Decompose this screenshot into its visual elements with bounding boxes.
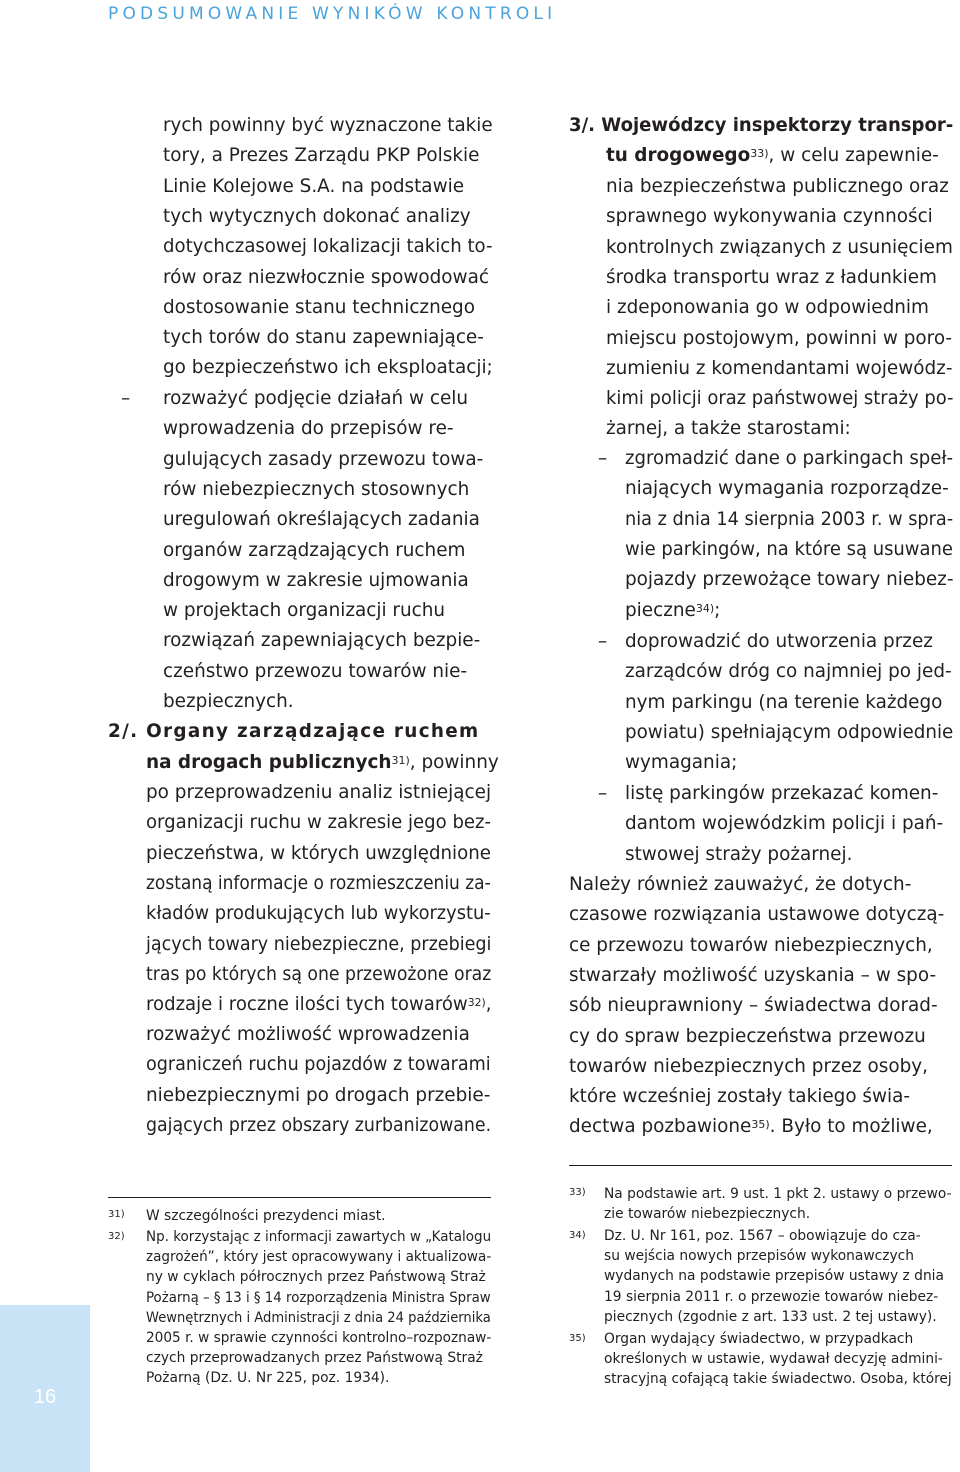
footnote-line: 2005 r. w sprawie czynności kontrolno–rozpoznaw- [146,1330,492,1346]
text-line: po przeprowadzeniu analiz istniejącej [146,782,492,803]
footnote-rule-right [569,1165,952,1166]
text-line: ce przewozu towarów niebezpiecznych, [569,934,933,956]
text-line: wymagania; [625,752,738,774]
footnote-num-31: 31) [108,1209,125,1220]
footnote-line: wydanych na podstawie przepisów ustawy z dnia [604,1268,944,1285]
text-line: i zdeponowania go w odpowiednim [606,297,929,319]
footnote-ref-32: 32) [467,996,486,1009]
text-line: rych powinny być wyznaczone takie [163,115,493,136]
text-line: drogowym w zakresie ujmowania [163,569,469,591]
text-line: dantom wojewódzkim policji i pań- [625,813,944,835]
paragraph-last-tail: . Było to możliwe, [769,1116,933,1137]
footnote-line: Pożarną (Dz. U. Nr 225, poz. 1934). [146,1370,390,1387]
footnote-rule-left [108,1197,491,1198]
text-line: bezpiecznych. [163,691,294,712]
footnote-num-32: 32) [108,1231,125,1242]
footnote-line: stracyjną cofającą takie świadectwo. Osoba, której [604,1371,952,1388]
right-bullet2-dash: – [598,631,608,652]
text-line: rozważyć możliwość wprowadzenia [146,1024,470,1045]
text-line: uregulowań określających zadania [163,509,480,531]
text-line: zostaną informacje o rozmieszczeniu za- [146,872,491,894]
item2-line-text: rodzaje i roczne ilości tych towarów [146,994,468,1015]
text-line: rozważyć podjęcie działań w celu [163,388,469,409]
text-line: tych wytycznych dokonać analizy [163,205,471,227]
bullet1-last-line [625,596,720,626]
footnote-line: określonych w ustawie, wydawał decyzję admini- [604,1351,943,1368]
text-line: organów zarządzających ruchem [163,539,466,561]
text-line: rów oraz niezwłocznie spowodować [163,266,489,288]
text-line: rozwiązań zapewniających bezpie- [163,630,481,652]
text-line: w projektach organizacji ruchu [163,600,446,622]
item3-heading-tail: , w celu zapewnie- [768,145,939,166]
text-line: niających wymagania rozporządze- [625,478,949,500]
item3-heading-bold: tu drogowego [606,145,751,166]
footnote-ref-33: 33) [750,147,769,160]
text-line: Należy również zauważyć, że dotych- [569,874,912,895]
footnote-line: Np. korzystając z informacji zawartych w „Katalogu [146,1229,492,1245]
item3-heading-line1: 3/. Wojewódzcy inspektorzy transpor- [569,115,954,136]
footnote-ref-34: 34) [695,602,715,615]
text-line: wie parkingów, na które są usuwane [625,538,953,560]
footnote-line: Dz. U. Nr 161, poz. 1567 – obowiązuje do cza- [604,1228,921,1244]
text-line: powiatu) spełniającym odpowiednie [625,721,954,743]
text-line: stwarzały możliwość uzyskania – w spo- [569,964,937,986]
running-header: PODSUMOWANIE WYNIKÓW KONTROLI [108,4,557,24]
footnote-line: ny w cyklach półrocznych przez Państwową Straż [146,1269,486,1286]
text-line: niebezpiecznymi po drogach przebie- [146,1084,491,1106]
paragraph-last-line [569,1112,933,1142]
text-line: sprawnego wykonywania czynności [606,206,933,228]
text-line: tych torów do stanu zapewniające- [163,327,484,349]
item2-line-tail: , [485,994,492,1015]
item2-heading-bold: na drogach publicznych [146,752,392,773]
left-bullet-dash: – [121,388,131,409]
text-line: żarnej, a także starostami: [606,418,851,440]
text-line: które wcześniej zostały takiego świa- [569,1086,911,1108]
text-line: pieczeństwa, w których uwzględnione [146,842,491,864]
text-line: kontrolnych związanych z usunięciem [606,236,953,258]
footnote-line: czych przeprowadzanych przez Państwową Straż [146,1350,483,1367]
footnote-num-34: 34) [569,1230,586,1241]
page-number: 16 [33,1386,57,1408]
text-line: wprowadzenia do przepisów re- [163,418,454,440]
item2-heading-tail: , powinny [409,752,499,773]
text-line: zarządców dróg co najmniej po jed- [625,661,952,683]
footnote-line: 19 sierpnia 2011 r. o przewozie towarów niebez- [604,1288,939,1305]
text-line: nia bezpieczeństwa publicznego oraz [606,176,949,197]
text-line: cy do spraw bezpieczeństwa przewozu [569,1025,926,1047]
right-bullet3-dash: – [598,783,608,804]
footnote-line: su wejścia nowych przepisów wykonawczych [604,1248,914,1265]
text-line: zgromadzić dane o parkingach speł- [625,448,954,469]
text-line: miejscu postojowym, powinni w poro- [606,327,953,349]
footnote-ref-31: 31) [391,754,410,767]
footnote-line: Wewnętrznych i Administracji z dnia 24 października [146,1309,491,1326]
text-line: organizacji ruchu w zakresie jego bez- [146,812,492,834]
text-line: gających przez obszary zurbanizowane. [146,1114,492,1136]
text-line: listę parkingów przekazać komen- [625,783,939,804]
footnote-line: Organ wydający świadectwo, w przypadkach [604,1331,914,1347]
footnote-line: W szczególności prezydenci miast. [146,1208,386,1224]
text-line: kimi policji oraz państwowej straży po- [606,388,954,410]
text-line: sób nieuprawniony – świadectwa dorad- [569,995,938,1017]
footnote-line: piecznych (zgodnie z art. 133 ust. 2 tej ustawy). [604,1308,937,1325]
footnote-line: zie towarów niebezpiecznych. [604,1206,811,1223]
item3-heading-line2 [606,141,939,171]
item2-heading-line2 [146,748,499,778]
item2-line-with-ref [146,990,491,1020]
text-line: gulujących zasady przewozu towa- [163,448,484,470]
text-line: ograniczeń ruchu pojazdów z towarami [146,1054,491,1076]
text-line: doprowadzić do utworzenia przez [625,631,933,652]
paragraph-last-text: dectwa pozbawione [569,1116,752,1137]
text-line: zumieniu z komendantami wojewódz- [606,357,953,379]
text-line: czasowe rozwiązania ustawowe dotyczą- [569,904,945,926]
footnote-line: Na podstawie art. 9 ust. 1 pkt 2. ustawy o przewo- [604,1186,952,1202]
text-line: Linie Kolejowe S.A. na podstawie [163,175,465,197]
bullet1-last-text: pieczne [625,600,696,621]
text-line: nia z dnia 14 sierpnia 2003 r. w spra- [625,508,954,530]
text-line: go bezpieczeństwo ich eksploatacji; [163,357,493,379]
text-line: czeństwo przewozu towarów nie- [163,660,468,682]
text-line: tory, a Prezes Zarządu PKP Polskie [163,145,480,167]
bullet1-last-tail: ; [714,600,721,621]
text-line: towarów niebezpiecznych przez osoby, [569,1055,928,1077]
footnote-num-33: 33) [569,1187,586,1198]
text-line: tras po których są one przewożone oraz [146,963,492,985]
text-line: jących towary niebezpieczne, przebiegi [146,933,492,955]
footnote-line: Pożarną – § 13 i § 14 rozporządzenia Ministra Spraw [146,1289,491,1306]
text-line: nym parkingu (na terenie każdego [625,691,943,713]
right-bullet1-dash: – [598,448,608,469]
text-line: rów niebezpiecznych stosownych [163,478,470,500]
footnote-num-35: 35) [569,1333,586,1344]
text-line: dotychczasowej lokalizacji takich to- [163,236,493,258]
item2-heading-line1: 2/. Organy zarządzające ruchem [108,721,480,742]
footnote-line: zagrożeń”, który jest opracowywany i aktualizowa- [146,1249,492,1266]
text-line: środka transportu wraz z ładunkiem [606,266,937,288]
text-line: pojazdy przewożące towary niebez- [625,569,954,591]
text-line: stwowej straży pożarnej. [625,843,853,865]
text-line: kładów produkujących lub wykorzystu- [146,903,491,925]
footnote-ref-35: 35) [751,1118,770,1131]
text-line: dostosowanie stanu technicznego [163,296,475,318]
